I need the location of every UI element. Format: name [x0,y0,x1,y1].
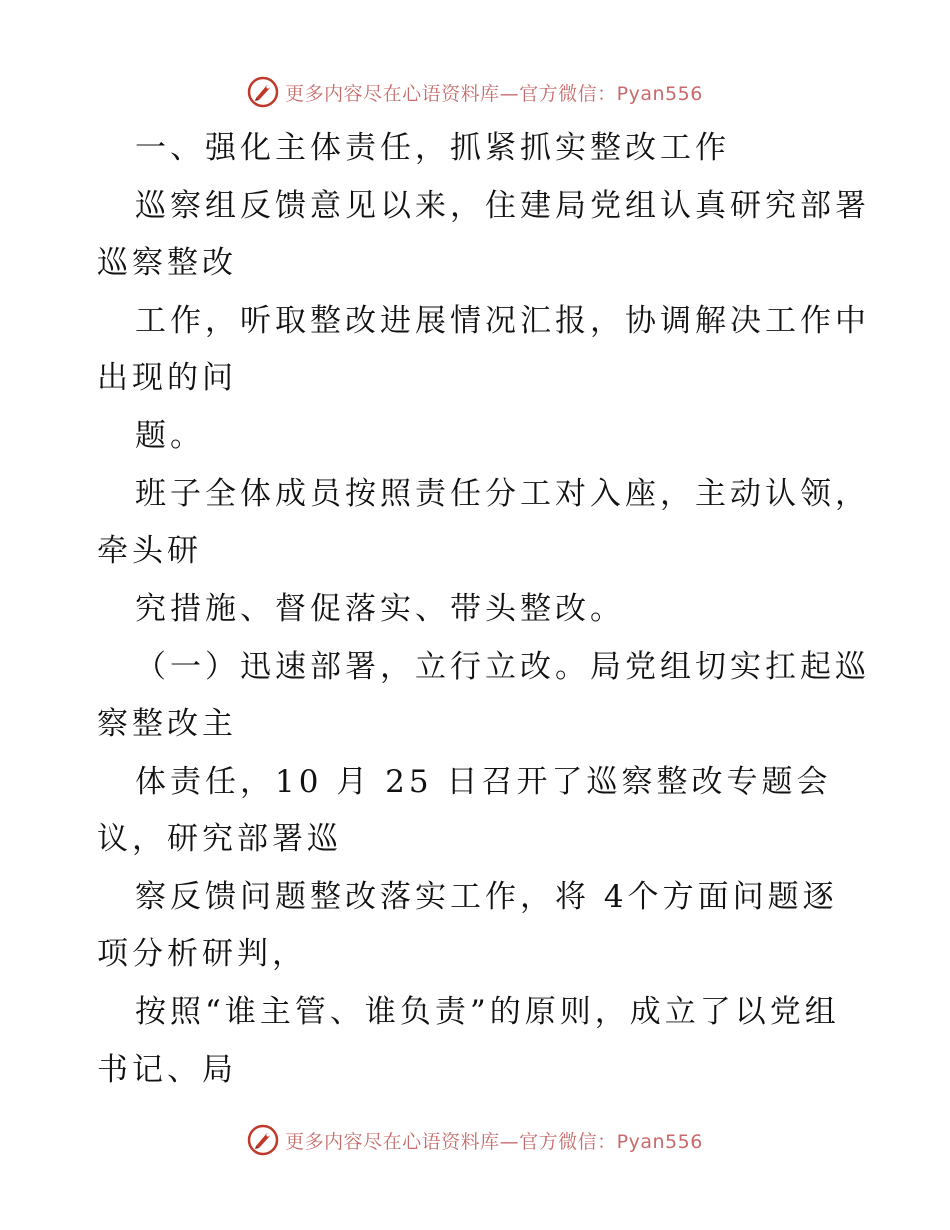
paragraph-line: 书记、局 [97,1052,237,1088]
watermark-text: 更多内容尽在心语资料库—官方微信：Pyan556 [285,1130,703,1153]
paragraph-line: 按照“谁主管、谁负责”的原则，成立了以党组 [135,994,840,1030]
paragraph-line: 项分析研判， [97,936,307,972]
paragraph-line: 出现的问 [97,360,237,396]
footer-watermark [0,1120,950,1160]
paragraph-line: 议，研究部署巡 [97,821,342,857]
paragraph-line: 巡察组反馈意见以来，住建局党组认真研究部署 [135,188,870,224]
paragraph-line: 察反馈问题整改落实工作，将 4个方面问题逐 [135,879,838,915]
feather-pen-logo-icon [247,76,279,108]
watermark-text: 更多内容尽在心语资料库—官方微信：Pyan556 [285,82,703,105]
paragraph-line: 究措施、督促落实、带头整改。 [135,591,625,627]
paragraph-line: 体责任，10 月 25 日召开了巡察整改专题会 [135,764,832,800]
subsection-heading: （一）迅速部署，立行立改。局党组切实扛起巡 [135,649,870,685]
paragraph-line: 题。 [135,418,205,454]
paragraph-line: 牵头研 [97,533,202,569]
paragraph-line: 工作，听取整改进展情况汇报，协调解决工作中 [135,303,870,339]
paragraph-line: 察整改主 [97,706,237,742]
feather-pen-logo-icon [247,1124,279,1156]
section-heading: 一、强化主体责任，抓紧抓实整改工作 [135,130,730,166]
paragraph-line: 班子全体成员按照责任分工对入座，主动认领， [135,476,870,512]
header-watermark [0,72,950,112]
paragraph-line: 巡察整改 [97,245,237,281]
